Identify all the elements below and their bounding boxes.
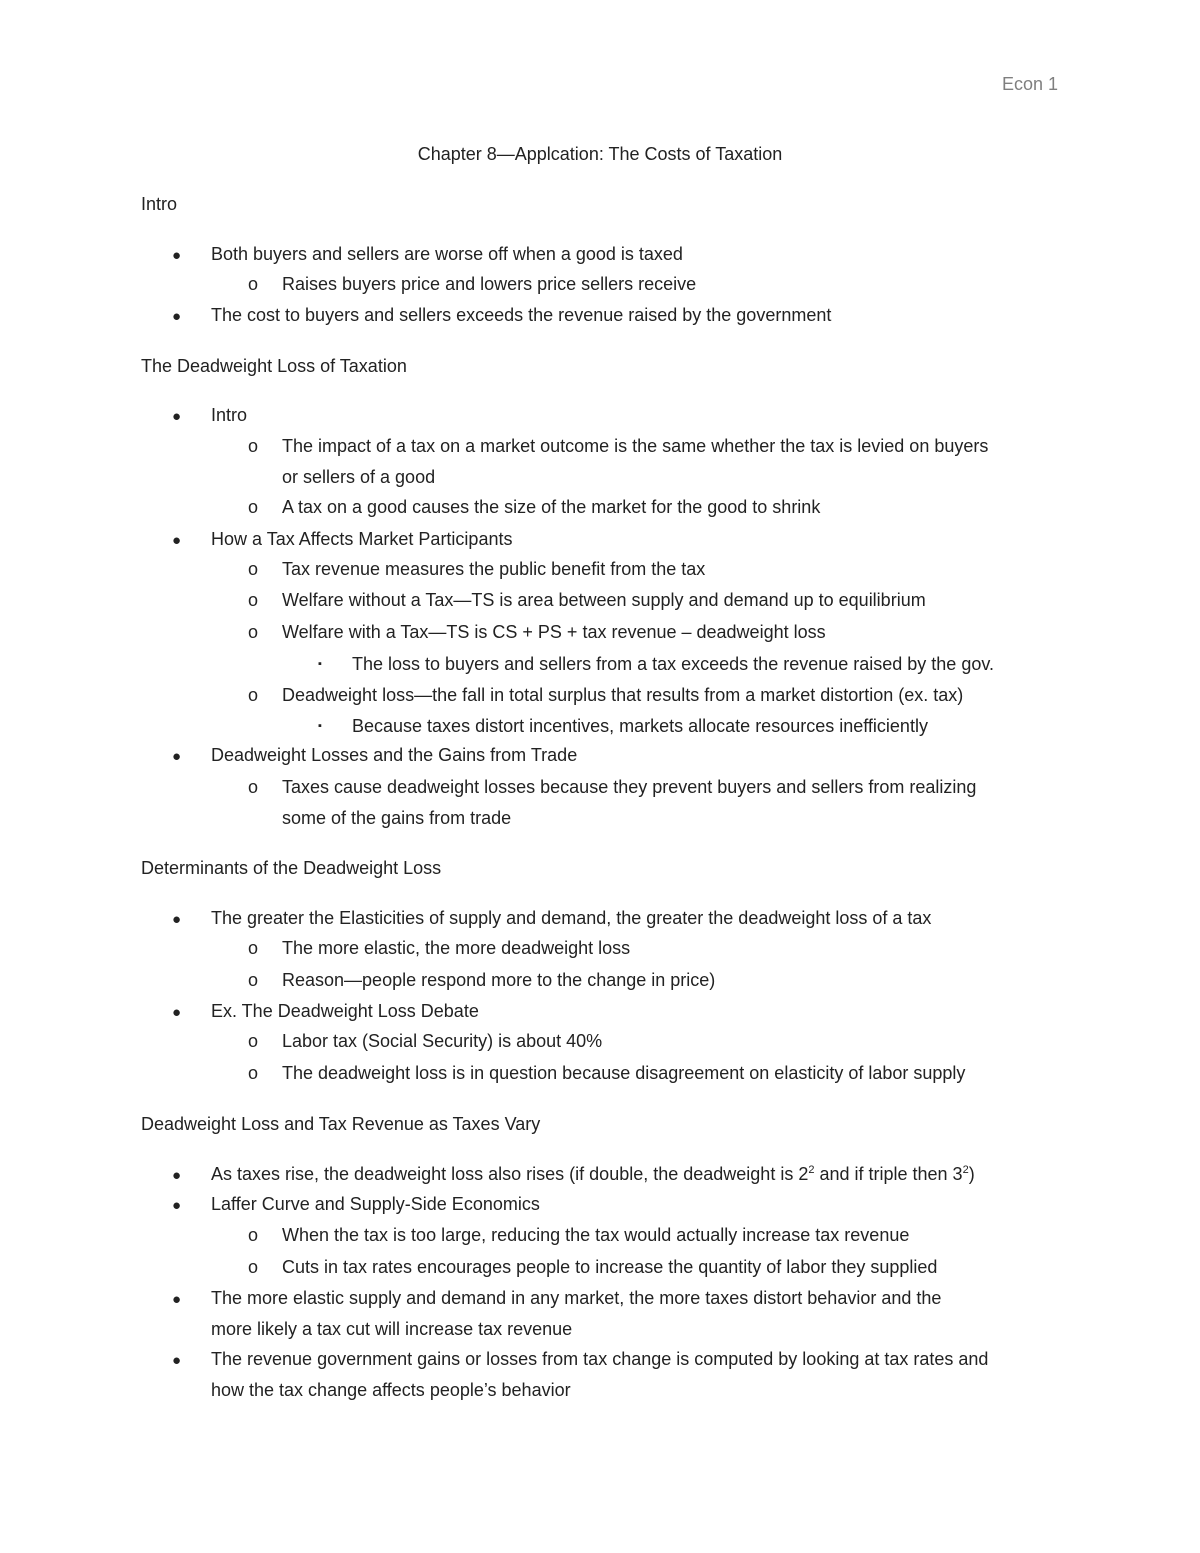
list-item: The revenue government gains or losses from tax change is computed by looking at tax rates and [211, 1349, 989, 1369]
list-item: A tax on a good causes the size of the market for the good to shrink [282, 497, 821, 517]
bullet-marker: ● [172, 1167, 182, 1184]
bullet-marker: ● [172, 1197, 182, 1214]
circle-marker: o [248, 497, 259, 517]
circle-marker: o [248, 1063, 259, 1083]
bullet-marker: ● [172, 408, 182, 425]
list-item: Deadweight loss—the fall in total surplus that results from a market distortion (ex. tax) [282, 685, 964, 705]
list-item: Taxes cause deadweight losses because they prevent buyers and sellers from realizing [282, 777, 977, 797]
bullet-marker: ● [172, 1352, 182, 1369]
list-item: How a Tax Affects Market Participants [211, 529, 513, 549]
list-item: Cuts in tax rates encourages people to increase the quantity of labor they supplied [282, 1257, 938, 1277]
circle-marker: o [248, 777, 259, 797]
bullet-marker: ● [172, 308, 182, 325]
section-heading-determinants: Determinants of the Deadweight Loss [141, 858, 442, 878]
text-run: and if triple then 3 [814, 1164, 963, 1184]
bullet-marker: ● [172, 1004, 182, 1021]
list-item-continuation: some of the gains from trade [282, 808, 512, 828]
list-item: Deadweight Losses and the Gains from Trade [211, 745, 578, 765]
list-item: Ex. The Deadweight Loss Debate [211, 1001, 479, 1021]
list-item: Labor tax (Social Security) is about 40% [282, 1031, 603, 1051]
list-item: Tax revenue measures the public benefit from the tax [282, 559, 706, 579]
bullet-marker: ● [172, 1291, 182, 1308]
list-item-continuation: or sellers of a good [282, 467, 436, 487]
square-marker: ▪ [318, 720, 322, 732]
circle-marker: o [248, 970, 259, 990]
section-heading-deadweight: The Deadweight Loss of Taxation [141, 356, 407, 376]
list-item: When the tax is too large, reducing the tax would actually increase tax revenue [282, 1225, 910, 1245]
circle-marker: o [248, 559, 259, 579]
list-item: The greater the Elasticities of supply and demand, the greater the deadweight loss of a tax [211, 908, 932, 928]
circle-marker: o [248, 1031, 259, 1051]
list-item: The impact of a tax on a market outcome is the same whether the tax is levied on buyers [282, 436, 989, 456]
list-item: Welfare with a Tax—TS is CS + PS + tax revenue – deadweight loss [282, 622, 826, 642]
list-item: Laffer Curve and Supply-Side Economics [211, 1194, 540, 1214]
list-item: Reason—people respond more to the change in price) [282, 970, 716, 990]
circle-marker: o [248, 590, 259, 610]
section-heading-taxes-vary: Deadweight Loss and Tax Revenue as Taxes Vary [141, 1114, 541, 1134]
superscript: 2 [808, 1164, 815, 1176]
text-run: ) [968, 1164, 975, 1184]
circle-marker: o [248, 1225, 259, 1245]
list-item: Raises buyers price and lowers price sellers receive [282, 274, 697, 294]
circle-marker: o [248, 685, 259, 705]
bullet-marker: ● [172, 247, 182, 264]
list-item: The deadweight loss is in question because disagreement on elasticity of labor supply [282, 1063, 966, 1083]
bullet-marker: ● [172, 911, 182, 928]
list-item: Welfare without a Tax—TS is area between supply and demand up to equilibrium [282, 590, 926, 610]
list-item-continuation: how the tax change affects people’s behavior [211, 1380, 571, 1400]
circle-marker: o [248, 436, 259, 456]
list-item: Because taxes distort incentives, markets allocate resources inefficiently [352, 716, 928, 736]
square-marker: ▪ [318, 658, 322, 670]
list-item-continuation: more likely a tax cut will increase tax revenue [211, 1319, 573, 1339]
list-item: The cost to buyers and sellers exceeds the revenue raised by the government [211, 305, 832, 325]
circle-marker: o [248, 938, 259, 958]
section-heading-intro: Intro [141, 194, 178, 214]
list-item: The loss to buyers and sellers from a tax exceeds the revenue raised by the gov. [352, 654, 995, 674]
list-item: The more elastic, the more deadweight loss [282, 938, 631, 958]
list-item: The more elastic supply and demand in any market, the more taxes distort behavior and the [211, 1288, 942, 1308]
list-item: Both buyers and sellers are worse off when a good is taxed [211, 244, 683, 264]
bullet-marker: ● [172, 748, 182, 765]
circle-marker: o [248, 622, 259, 642]
text-run: As taxes rise, the deadweight loss also rises (if double, the deadweight is 2 [211, 1164, 809, 1184]
list-item: Intro [211, 405, 248, 425]
page-title: Chapter 8—Applcation: The Costs of Taxation [417, 144, 783, 164]
superscript: 2 [962, 1164, 969, 1176]
circle-marker: o [248, 274, 259, 294]
bullet-marker: ● [172, 532, 182, 549]
page-header: Econ 1 [1001, 74, 1058, 94]
circle-marker: o [248, 1257, 259, 1277]
list-item [211, 1164, 975, 1185]
